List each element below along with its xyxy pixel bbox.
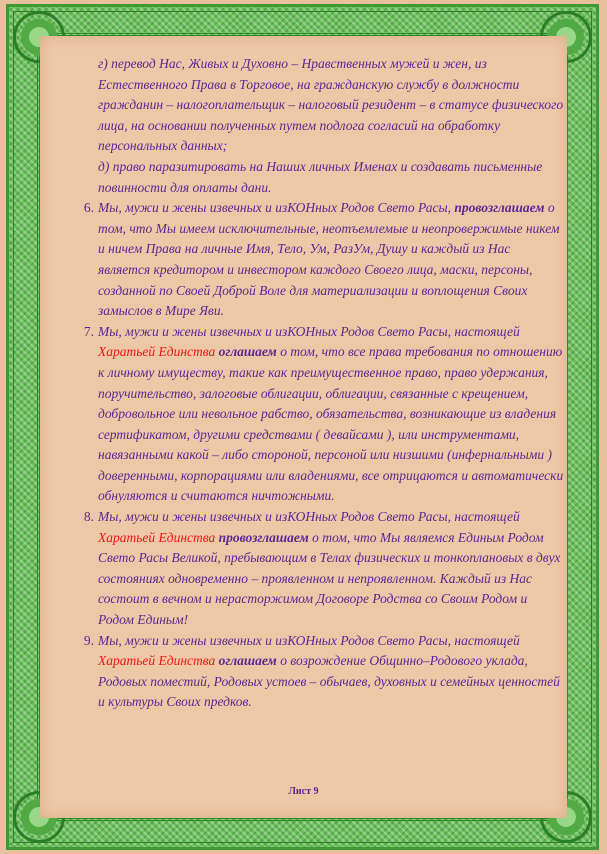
item-text: о возрождение Общинно–Родового уклада, Родовых поместий, Родовых устоев – обычаев, духовных и семейных ценностей и культуры Своих предков. bbox=[98, 653, 560, 710]
item-number: 9. bbox=[83, 632, 94, 648]
item-pre: настоящей bbox=[454, 632, 520, 648]
item-number: 7. bbox=[83, 323, 94, 339]
item-text: о том, что все права требования по отношению к личному имуществу, такие как преимущественное право, право удержания, поручительство, залоговые облигации, облигации, связанные с крещением, добровольное или невольное рабство, обязательства, возникающие из владения сертификатом, другими средствами ( девайсами ), или инструментами, навязанными какой – либо стороной, персоной или низшими (инфернальными ) доверенными, корпорациями или владениями, все отрицаются и автоматически обнуляются и считаются ничтожными. bbox=[98, 344, 564, 504]
item-verb: оглашаем bbox=[218, 344, 277, 360]
item-text: о том, что Мы являемся Единым Родом Свето Расы Великой, пребывающим в Телах физических и тонкоплановых в двух состояниях одновременно – проявленном и непроявленном. Каждый из Нас состоит в вечном и нерасторжимом Договоре Родства со Своим Родом и Родом Единым! bbox=[98, 529, 561, 628]
list-item-9 bbox=[78, 631, 564, 713]
item-lead: Мы, мужи и жены извечных и изКОНных Родов Свето Расы, bbox=[98, 323, 452, 339]
item-verb: провозглашаем bbox=[218, 529, 309, 545]
item-lead: Мы, мужи и жены извечных и изКОНных Родов Свето Расы, bbox=[98, 200, 452, 216]
paragraph-d: д) право паразитировать на Наших личных Именах и создавать письменные повинности для оплаты дани. bbox=[98, 158, 543, 195]
item-lead: Мы, мужи и жены извечных и изКОНных Родов Свето Расы, bbox=[98, 509, 452, 525]
item-text: о том, что Мы имеем исключительные, неотъемлемые и неопровержимые никем и ничем Права на личные Имя, Тело, Ум, РазУм, Душу и каждый из Нас является кредитором и инвестором каждого Своего лица, маски, персоны, созданной по Своей Доброй Воле для материализации и воплощения Своих замыслов в Мире Яви. bbox=[98, 200, 560, 319]
list-item-6 bbox=[78, 198, 564, 322]
paragraph-g: г) перевод Нас, Живых и Духовно – Нравственных мужей и жен, из Естественного Права в Торговое, на гражданскую службу в должности гражданин – налогоплательщик – налоговый резидент – в статусе физического лица, на основании полученных путем подлога согласий на обработку персональных данных; bbox=[98, 56, 564, 154]
item-pre: настоящей bbox=[454, 323, 520, 339]
item-verb: провозглашаем bbox=[454, 200, 545, 216]
list-item-8 bbox=[78, 507, 564, 631]
item-pre: настоящей bbox=[454, 509, 520, 525]
item-number: 6. bbox=[83, 200, 94, 216]
list-item-7 bbox=[78, 322, 564, 507]
charter-name: Харатьей Единства bbox=[98, 529, 216, 545]
item-verb: оглашаем bbox=[218, 653, 277, 669]
page-number: Лист 9 bbox=[288, 786, 319, 797]
charter-name: Харатьей Единства bbox=[98, 344, 216, 360]
item-number: 8. bbox=[83, 509, 94, 525]
charter-name: Харатьей Единства bbox=[98, 653, 216, 669]
item-lead: Мы, мужи и жены извечных и изКОНных Родов Свето Расы, bbox=[98, 632, 452, 648]
document-body bbox=[78, 54, 564, 713]
